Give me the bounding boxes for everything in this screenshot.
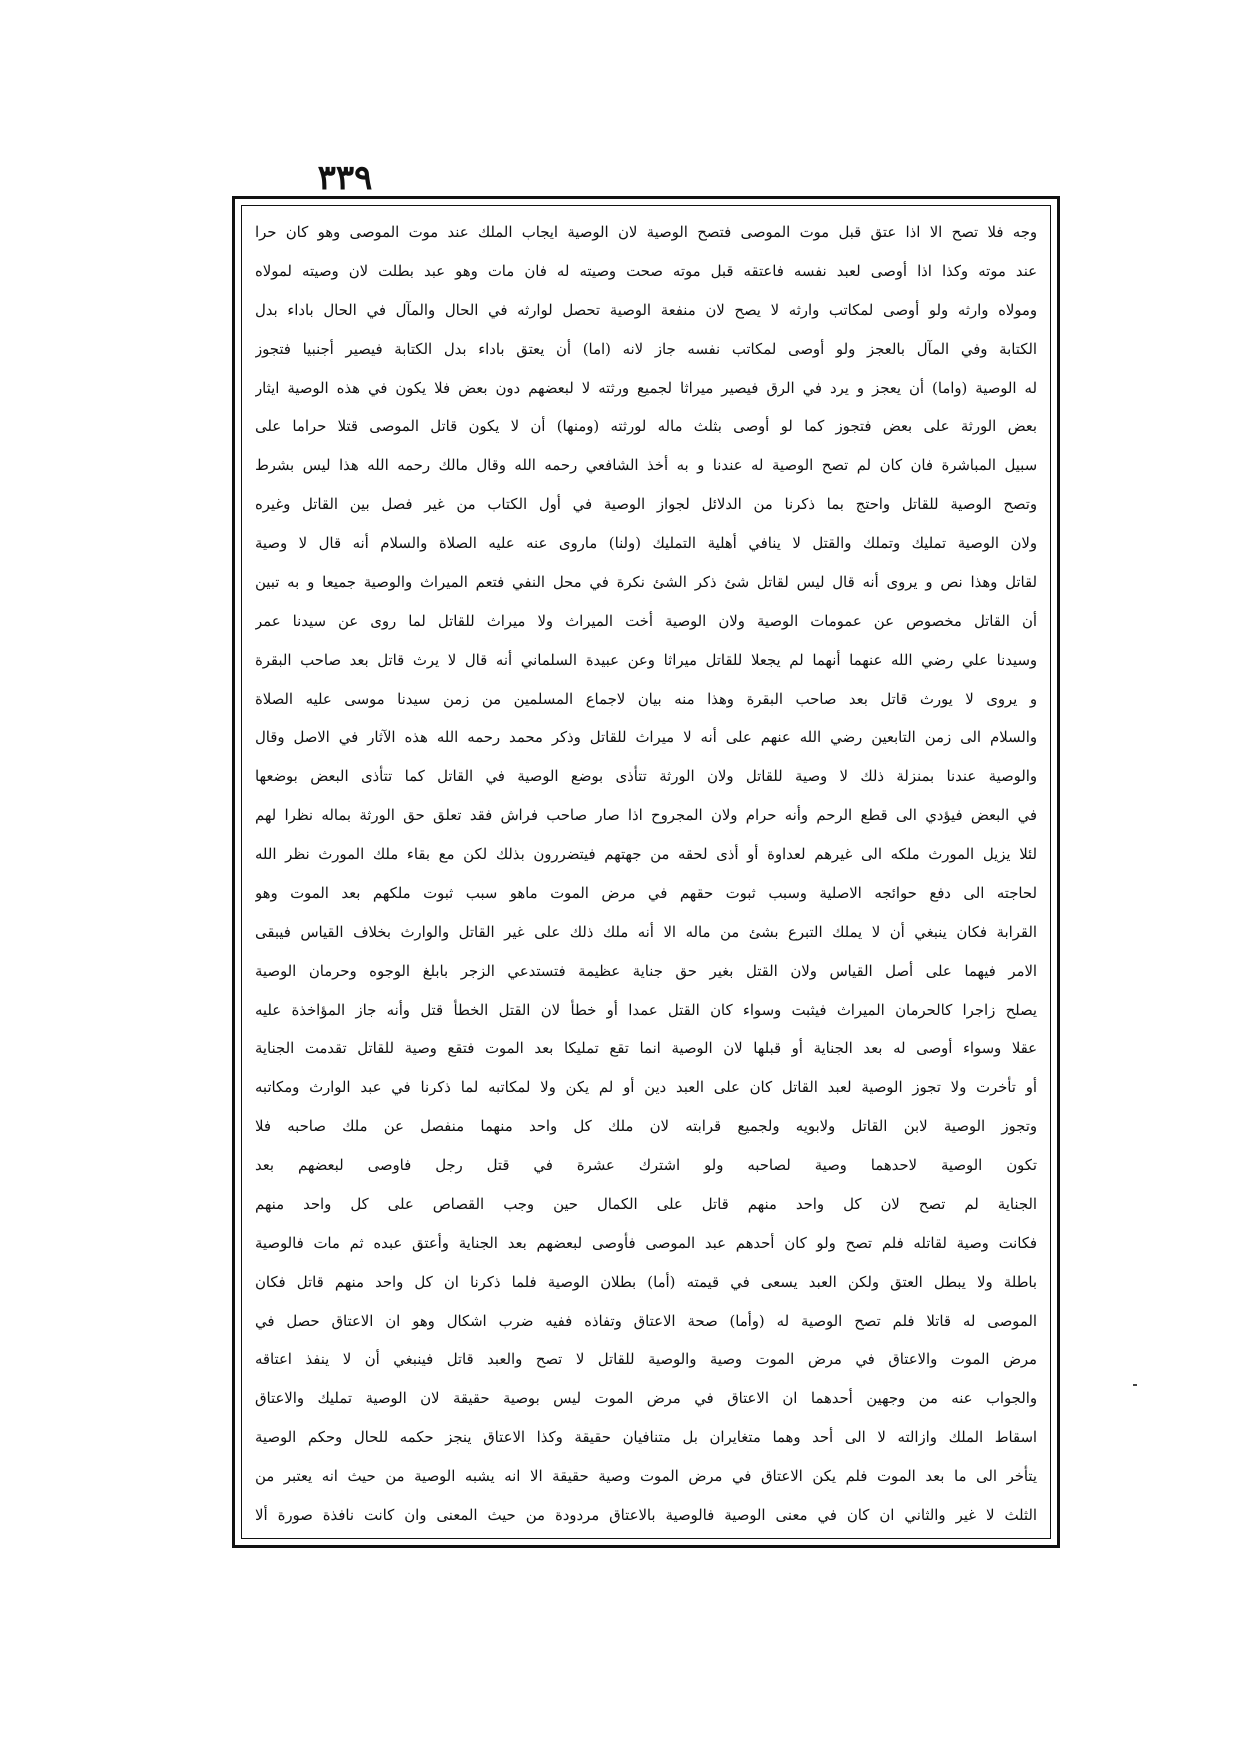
body-text <box>255 213 1037 1535</box>
text-line: الموصى له قاتلا فلم تصح الوصية له (وأما) صحة الاعتاق وتفاذه ففيه ضرب اشكال وهو ان الاعتاق حصل في <box>255 1312 1037 1330</box>
text-line: مرض الموت والاعتاق في مرض الموت وصية والوصية للقاتل لا تصح والعبد قاتل فينبغي أن لا ينفذ اعتاقه <box>255 1351 1037 1369</box>
text-line: عند موته وكذا اذا أوصى لعبد نفسه فاعتقه قبل موته صحت وصيته له فان مات وهو عبد بطلت لان وصيته لمولاه <box>255 262 1037 280</box>
text-line: القرابة فكان ينبغي أن لا يملك التبرع بشئ من ماله الا أنه ملك ذلك على غير القاتل والوارث بخلاف القياس فيبقى <box>255 923 1037 941</box>
text-line: له الوصية (واما) أن يعجز و يرد في الرق فيصير ميراثا لجميع ورثته لا لبعضهم دون بعض فلا يكون في هذه الوصية ايثار <box>255 379 1037 397</box>
margin-speck <box>1133 1384 1137 1386</box>
text-line: الجناية لم تصح لان كل واحد منهم قاتل على الكمال حين وجب القصاص على كل واحد منهم <box>255 1195 1037 1213</box>
text-line: لئلا يزيل المورث ملكه الى غيرهم لعداوة أو أذى لحقه من جهتهم فيتضررون بذلك لكن مع بقاء ملك المورث نظر الله <box>255 846 1037 863</box>
text-line: وتصح الوصية للقاتل واحتج بما ذكرنا من الدلائل لجواز الوصية في أول الكتاب من غير فصل بين القاتل وغيره <box>255 496 1037 514</box>
text-line: تكون الوصية لاحدهما وصية لصاحبه ولو اشترك عشرة في قتل رجل فاوصى لبعضهم بعد <box>255 1157 1037 1174</box>
text-line: يصلح زاجرا كالحرمان الميراث فيثبت وسواء كان القتل عمدا أو خطأ لان القتل الخطأ قتل وأنه جاز المؤاخذة عليه <box>255 1001 1037 1019</box>
text-line: اسقاط الملك وازالته لا الى أحد وهما متغايران بل متنافيان حقيقة وكذا الاعتاق ينجز حكمه للحال وحكم الوصية <box>255 1429 1037 1447</box>
text-line: لحاجته الى دفع حوائجه الاصلية وسبب ثبوت حقهم في مرض الموت ماهو سبب ثبوت ملكهم بعد الموت وهو <box>255 884 1037 902</box>
text-line: ومولاه وارثه ولو أوصى لمكاتب وارثه لا يصح لان منفعة الوصية تحصل لوارثه في الحال والمآل في الحال باداء بدل <box>255 301 1037 319</box>
text-line: لقاتل وهذا نص و يروى أنه قال ليس لقاتل شئ ذكر الشئ نكرة في محل النفي فتعم الميراث والوصية جميعا و به تبين <box>255 573 1037 591</box>
text-line: يتأخر الى ما بعد الموت فلم يكن الاعتاق في مرض الموت وصية حقيقة الا انه يشبه الوصية من حيث انه يعتبر من <box>255 1468 1037 1485</box>
text-line: وتجوز الوصية لابن القاتل ولابويه ولجميع قرابته لان ملك كل واحد منهما منفصل عن ملك صاحبه فلا <box>255 1118 1037 1136</box>
text-line: سبيل المباشرة فان كان لم تصح الوصية له عندنا و به أخذ الشافعي رحمه الله وقال مالك رحمه الله هذا ليس بشرط <box>255 457 1037 475</box>
text-line: والوصية عندنا بمنزلة ذلك لا وصية للقاتل ولان الورثة تتأذى بوضع الوصية في القاتل كما تتأذى البعض بوضعها <box>255 768 1037 786</box>
text-line: ولان الوصية تمليك وتملك والقتل لا ينافي أهلية التمليك (ولنا) ماروى عنه عليه الصلاة والسلام أنه قال لا وصية <box>255 535 1037 552</box>
text-line: الامر فيهما على أصل القياس ولان القتل بغير حق جناية عظيمة فتستدعي الزجر بابلغ الوجوه وحرمان الوصية <box>255 962 1037 980</box>
text-line: عقلا وسواء أوصى له بعد الجناية أو قبلها لان الوصية انما تقع تمليكا بعد الموت فتقع وصية للقاتل تقدمت الجناية <box>255 1040 1037 1058</box>
text-line: باطلة ولا يبطل العتق ولكن العبد يسعى في قيمته (أما) بطلان الوصية فلما ذكرنا ان كل واحد منهم قاتل فكان <box>255 1273 1037 1291</box>
text-line: فكانت وصية لقاتله فلم تصح ولو كان أحدهم عبد الموصى فأوصى لبعضهم بعد الجناية وأعتق عبده ثم مات فالوصية <box>255 1234 1037 1252</box>
text-line: في البعض فيؤدي الى قطع الرحم وأنه حرام ولان المجروح اذا صار صاحب فراش فقد تعلق حق الورثة بماله نظرا لهم <box>255 807 1037 825</box>
text-line: و يروى لا يورث قاتل بعد صاحب البقرة وهذا منه بيان لاجماع المسلمين من زمن سيدنا موسى عليه الصلاة <box>255 690 1037 708</box>
text-line: أن القاتل مخصوص عن عمومات الوصية ولان الوصية أخت الميراث ولا ميراث للقاتل لما روى عن سيدنا عمر <box>255 612 1037 630</box>
text-line: وسيدنا علي رضي الله عنهما أنهما لم يجعلا للقاتل ميراثا وعن عبيدة السلماني أنه قال لا يرث قاتل بعد صاحب البقرة <box>255 651 1037 669</box>
text-line: الثلث لا غير والثاني ان كان في معنى الوصية فالوصية بالاعتاق مردودة من حيث المعنى وان كانت نافذة صورة ألا <box>255 1506 1037 1524</box>
text-line: والجواب عنه من وجهين أحدهما ان الاعتاق في مرض الموت ليس بوصية حقيقة لان الوصية تمليك والاعتاق <box>255 1390 1037 1408</box>
text-line: الكتابة وفي المآل بالعجز ولو أوصى لمكاتب نفسه جاز لانه (اما) أن يعتق باداء بدل الكتابة فيصير أجنبيا فتجوز <box>255 340 1037 358</box>
text-line: والسلام الى زمن التابعين رضي الله عنهم على أنه لا ميراث للقاتل وذكر محمد رحمه الله هذه الآثار في الاصل وقال <box>255 729 1037 747</box>
text-line: أو تأخرت ولا تجوز الوصية لعبد القاتل كان على العبد دين أو لم يكن ولا لمكاتبه لما ذكرنا في عبد الوارث ومكاتبه <box>255 1079 1037 1097</box>
text-line: بعض الورثة على بعض فتجوز كما لو أوصى بثلث ماله لورثته (ومنها) أن لا يكون قاتل الموصى قتلا حراما على <box>255 418 1037 436</box>
text-line: وجه فلا تصح الا اذا عتق قبل موت الموصى فتصح الوصية لان الوصية ايجاب الملك عند موت الموصى وهو كان حرا <box>255 224 1037 241</box>
page-frame <box>232 196 1060 1548</box>
page-number: ۳۳۹ <box>317 158 373 198</box>
